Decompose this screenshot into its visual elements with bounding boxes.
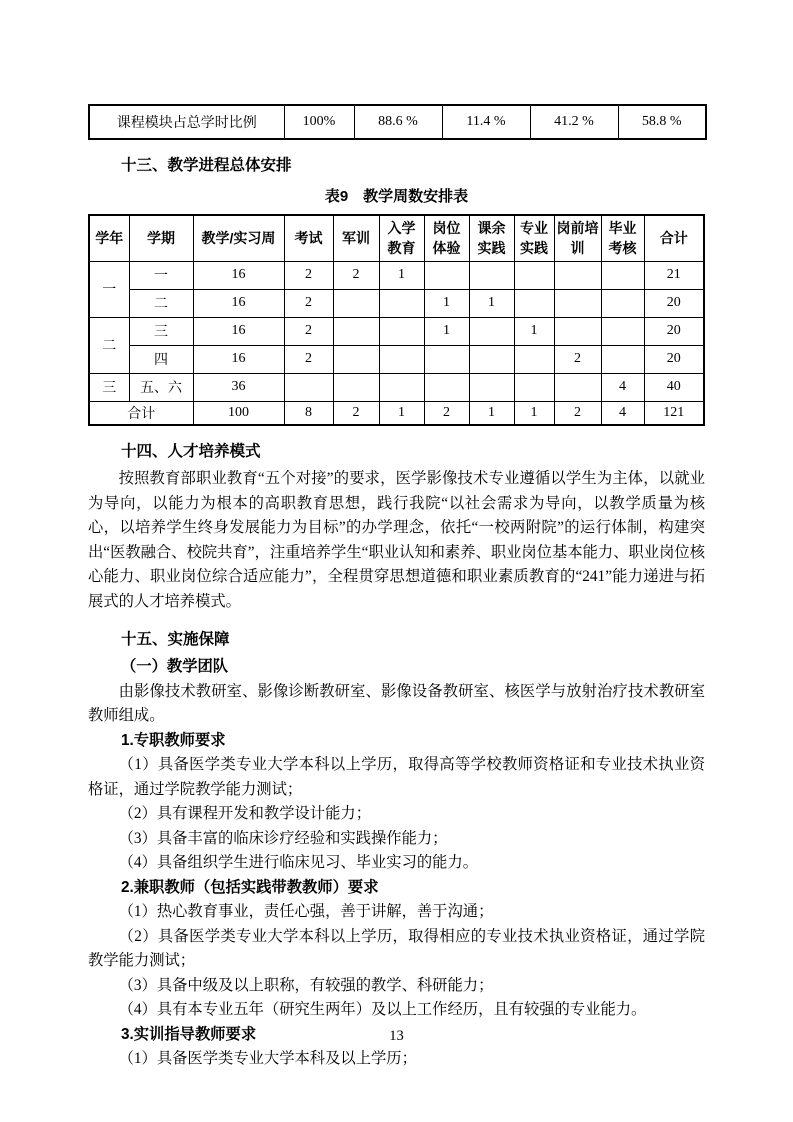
data-cell	[469, 317, 514, 345]
data-cell: 2	[284, 289, 333, 317]
data-cell	[469, 373, 514, 401]
data-cell: 16	[193, 289, 284, 317]
data-cell	[514, 345, 554, 373]
total-label-cell: 合计	[89, 401, 193, 425]
term-cell: 三	[129, 317, 193, 345]
header-cell-total: 合计	[644, 215, 704, 261]
ratio-value-cell: 100%	[284, 105, 354, 139]
data-cell	[469, 345, 514, 373]
data-cell	[379, 373, 424, 401]
data-cell	[554, 289, 601, 317]
data-cell	[333, 289, 379, 317]
section-15-heading: 十五、实施保障	[121, 631, 230, 648]
data-cell	[424, 261, 469, 289]
table9-title: 表9 教学周数安排表	[324, 188, 469, 205]
ratio-value-cell: 41.2 %	[530, 105, 618, 139]
schedule-table	[88, 214, 705, 426]
schedule-row	[89, 345, 704, 373]
data-cell: 4	[601, 401, 644, 425]
data-cell	[601, 261, 644, 289]
team-paragraph: 由影像技术教研室、影像诊断教研室、影像设备教研室、核医学与放射治疗技术教研室教师组成。	[88, 682, 705, 724]
term-cell: 一	[129, 261, 193, 289]
data-cell: 121	[644, 401, 704, 425]
data-cell: 1	[424, 289, 469, 317]
item1-point: （1）具备医学类专业大学本科以上学历，取得高等学校教师资格证和专业技术执业资格证，通过学院教学能力测试；	[88, 756, 705, 798]
ratio-table-row	[89, 105, 706, 139]
data-cell	[333, 373, 379, 401]
data-cell: 2	[424, 401, 469, 425]
data-cell	[424, 345, 469, 373]
term-cell: 二	[129, 289, 193, 317]
schedule-row	[89, 289, 704, 317]
data-cell: 1	[379, 401, 424, 425]
data-cell: 20	[644, 345, 704, 373]
data-cell: 16	[193, 317, 284, 345]
page-number: 13	[389, 1028, 404, 1044]
item1-point: （3）具备丰富的临床诊疗经验和实践操作能力；	[118, 829, 448, 847]
year-cell: 三	[89, 373, 129, 401]
data-cell: 2	[284, 345, 333, 373]
ratio-value-cell: 88.6 %	[354, 105, 442, 139]
item2-point: （1）热心教育事业，责任心强，善于讲解，善于沟通；	[118, 903, 494, 920]
data-cell: 2	[284, 261, 333, 289]
data-cell: 1	[469, 401, 514, 425]
data-cell	[554, 373, 601, 401]
data-cell	[424, 373, 469, 401]
data-cell	[554, 261, 601, 289]
data-cell	[554, 317, 601, 345]
data-cell: 1	[424, 317, 469, 345]
data-cell	[379, 345, 424, 373]
data-cell	[514, 373, 554, 401]
ratio-label-cell: 课程模块占总学时比例	[89, 105, 284, 139]
data-cell	[333, 345, 379, 373]
data-cell: 16	[193, 345, 284, 373]
data-cell: 1	[379, 261, 424, 289]
data-cell: 20	[644, 289, 704, 317]
data-cell	[284, 373, 333, 401]
data-cell	[469, 261, 514, 289]
header-cell-year: 学年	[89, 215, 129, 261]
data-cell: 20	[644, 317, 704, 345]
data-cell: 1	[514, 317, 554, 345]
data-cell	[379, 317, 424, 345]
section-14-heading: 十四、人才培养模式	[121, 443, 261, 460]
ratio-value-cell: 58.8 %	[618, 105, 706, 139]
item1-point: （4）具备组织学生进行临床见习、毕业实习的能力。	[118, 854, 479, 871]
header-cell-graduation-assess: 毕业考核	[601, 215, 644, 261]
schedule-total-row	[89, 401, 704, 425]
data-cell: 21	[644, 261, 704, 289]
section-14-paragraph: 按照教育部职业教育“五个对接”的要求，医学影像技术专业遵循以学生为主体，以就业为导向，以能力为根本的高职教育思想，践行我院“以社会需求为导向，以教学质量为核心，以培养学生终身发展能力为目标”的办学理念，依托“一校两附院”的运行体制，构建突出“医教融合、校院共育”，注重培养学生“职业认知和素养、职业岗位基本能力、职业岗位核心能力、职业岗位综合适应能力”，全程贯穿思想道德和职业素质教育的“241”能力递进与拓展式的人才培养模式。	[88, 470, 705, 610]
item3-point: （1）具备医学类专业大学本科及以上学历；	[118, 1050, 417, 1067]
term-cell: 五、六	[129, 373, 193, 401]
header-cell-teach-weeks: 教学/实习周	[193, 215, 284, 261]
item2-point: （2）具备医学类专业大学本科以上学历，取得相应的专业技术执业资格证，通过学院教学能力测试；	[88, 927, 705, 969]
data-cell: 2	[333, 261, 379, 289]
data-cell: 4	[601, 373, 644, 401]
item2-point: （4）具有本专业五年（研究生两年）及以上工作经历，且有较强的专业能力。	[118, 1001, 647, 1018]
header-cell-post-experience: 岗位体验	[424, 215, 469, 261]
year-cell: 一	[89, 261, 129, 317]
ratio-value-cell: 11.4 %	[442, 105, 530, 139]
header-cell-pre-post-training: 岗前培训	[554, 215, 601, 261]
data-cell: 2	[284, 317, 333, 345]
data-cell: 16	[193, 261, 284, 289]
schedule-row	[89, 373, 704, 401]
data-cell: 2	[554, 401, 601, 425]
data-cell: 1	[514, 401, 554, 425]
data-cell: 1	[469, 289, 514, 317]
data-cell: 36	[193, 373, 284, 401]
header-cell-exam: 考试	[284, 215, 333, 261]
data-cell: 2	[333, 401, 379, 425]
data-cell: 2	[554, 345, 601, 373]
subsection-1-heading: （一）教学团队	[121, 658, 229, 675]
data-cell	[514, 289, 554, 317]
item2-point: （3）具备中级及以上职称，有较强的教学、科研能力；	[118, 976, 494, 994]
header-cell-term: 学期	[129, 215, 193, 261]
data-cell: 100	[193, 401, 284, 425]
ratio-table	[88, 104, 707, 140]
data-cell	[601, 289, 644, 317]
schedule-row	[89, 261, 704, 289]
data-cell: 40	[644, 373, 704, 401]
data-cell	[333, 317, 379, 345]
data-cell: 8	[284, 401, 333, 425]
term-cell: 四	[129, 345, 193, 373]
item1-heading: 1.专职教师要求	[121, 731, 226, 749]
year-cell: 二	[89, 317, 129, 373]
data-cell	[601, 345, 644, 373]
header-cell-entrance-edu: 入学教育	[379, 215, 424, 261]
data-cell	[514, 261, 554, 289]
data-cell	[601, 317, 644, 345]
item2-heading: 2.兼职教师（包括实践带教教师）要求	[121, 878, 379, 896]
section-13-heading: 十三、教学进程总体安排	[121, 157, 292, 174]
schedule-header-row	[89, 215, 704, 261]
data-cell	[379, 289, 424, 317]
item3-heading: 3.实训指导教师要求	[121, 1025, 257, 1043]
header-cell-military: 军训	[333, 215, 379, 261]
item1-point: （2）具有课程开发和教学设计能力；	[118, 805, 371, 822]
schedule-row	[89, 317, 704, 345]
header-cell-professional-practice: 专业实践	[514, 215, 554, 261]
header-cell-extracurricular: 课余实践	[469, 215, 514, 261]
